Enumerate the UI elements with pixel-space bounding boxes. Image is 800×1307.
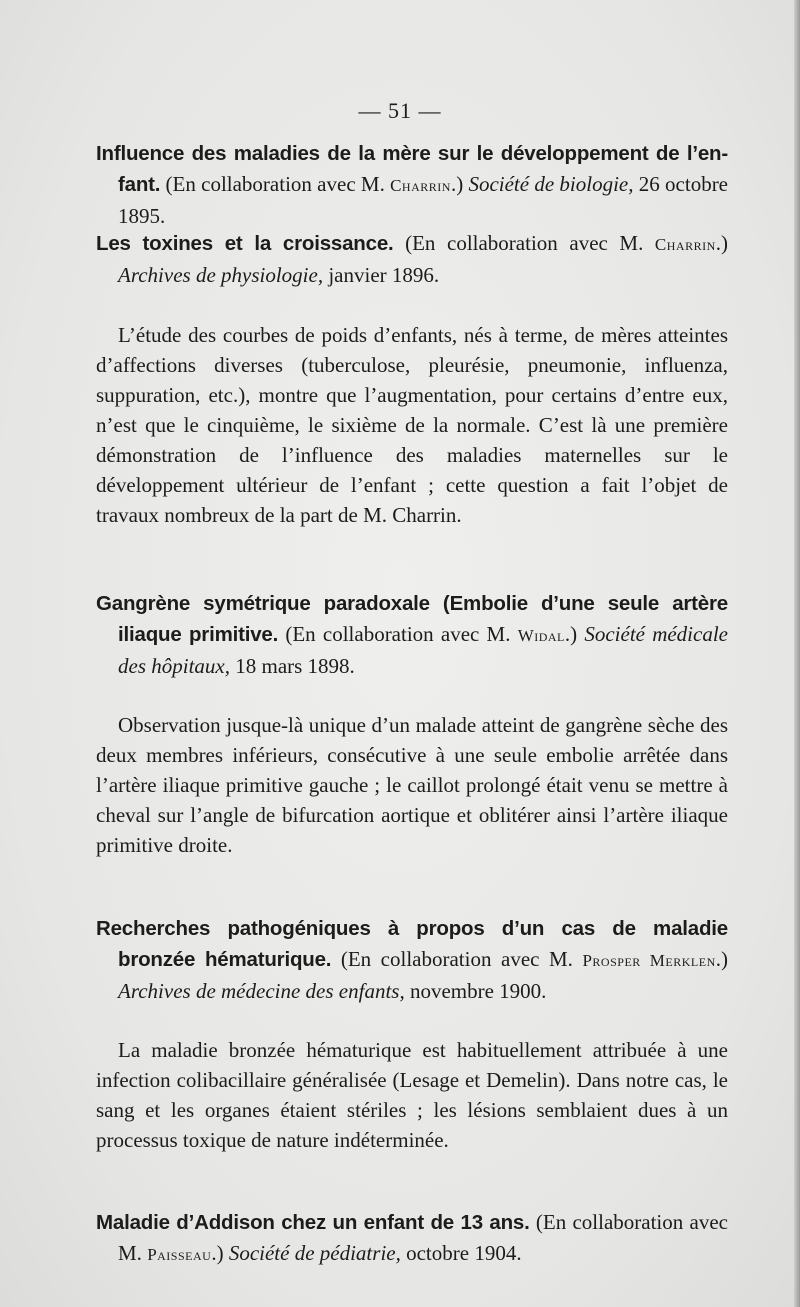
- journal-name: Société de pédiatrie,: [228, 1241, 401, 1265]
- collaborator-name: Widal: [517, 626, 565, 645]
- abstract-text: La maladie bronzée hématurique est habituellement attribuée à une infection colibacillaire généralisée (Lesage et Demelin). Dans notre cas, le sang et les organes étaient stériles ; les lésions semblaient dues à un processus toxique de nature indéterminée.: [96, 1038, 728, 1152]
- entry-title: Les toxines et la croissance.: [96, 232, 394, 255]
- bibliography-entry: [96, 1207, 728, 1270]
- collab-suffix: .): [715, 947, 729, 971]
- collaborator-name: Charrin: [654, 235, 716, 254]
- bibliography-entry: [96, 228, 728, 290]
- entry-title: Recherches pathogéniques à propos d’un cas de maladie bronzée hématurique.: [96, 917, 728, 971]
- page-number: — 51 —: [358, 98, 442, 123]
- abstract-text: L’étude des courbes de poids d’enfants, nés à terme, de mères atteintes d’affections diverses (tuberculose, pleurésie, pneumonie, influenza, suppuration, etc.), montre que l’augmentation, pour certains d’entre eux, n’est que le cinquième, le sixième de la normale. C’est là une première démonstration de l’influence des maladies maternelles sur le développement ultérieur de l’enfant ; cette question a fait l’objet de travaux nombreux de la part de M. Charrin.: [96, 323, 728, 527]
- collaborator-name: Paisseau: [147, 1245, 212, 1264]
- publication-date: 26 octobre 1895.: [118, 172, 729, 228]
- collab-suffix: .): [211, 1241, 229, 1265]
- publication-date: novembre 1900.: [404, 979, 547, 1003]
- collab-prefix: (En collaboration avec M.: [160, 172, 391, 196]
- entry-abstract: [96, 1035, 728, 1155]
- bibliography-entry: [96, 588, 728, 681]
- entry-abstract: [96, 320, 728, 530]
- collab-prefix: (En collaboration avec M.: [331, 947, 583, 971]
- collab-prefix: (En collaboration avec M.: [393, 231, 655, 255]
- entry-title: Maladie d’Addison chez un enfant de 13 ans.: [96, 1211, 530, 1234]
- abstract-text: Observation jusque-là unique d’un malade atteint de gangrène sèche des deux membres inférieurs, consécutive à une seule embolie arrêtée dans l’artère iliaque primitive gauche ; le caillot prolongé était venu se mettre à cheval sur l’angle de bifurcation aortique et oblitérer ainsi l’artère iliaque primitive droite.: [96, 713, 728, 857]
- collab-suffix: .): [450, 172, 469, 196]
- journal-name: Archives de médecine des enfants,: [118, 979, 405, 1003]
- entry-abstract: [96, 710, 728, 860]
- entry-title: Influence des maladies de la mère sur le développement de l’en-fant.: [96, 142, 728, 196]
- publication-date: octobre 1904.: [400, 1241, 522, 1265]
- collaborator-name: Charrin: [390, 176, 451, 195]
- journal-name: Archives de physiologie,: [118, 263, 324, 287]
- collab-suffix: .): [715, 231, 728, 255]
- collab-prefix: (En collaboration avec M.: [278, 622, 518, 646]
- bibliography-entry: [96, 913, 728, 1006]
- collab-prefix: (En collaboration avec M.: [118, 1210, 728, 1265]
- entry-title: Gangrène symétrique paradoxale (Embolie d’une seule artère iliaque primitive.: [96, 592, 728, 646]
- journal-name: Société médicale des hôpitaux,: [118, 622, 728, 678]
- publication-date: 18 mars 1898.: [229, 654, 355, 678]
- page-edge: [794, 0, 800, 1307]
- journal-name: Société de biologie,: [468, 172, 634, 196]
- collab-suffix: .): [564, 622, 585, 646]
- bibliography-entry: [96, 138, 728, 231]
- collaborator-name: Prosper Merklen: [582, 951, 716, 970]
- publication-date: janvier 1896.: [323, 263, 440, 287]
